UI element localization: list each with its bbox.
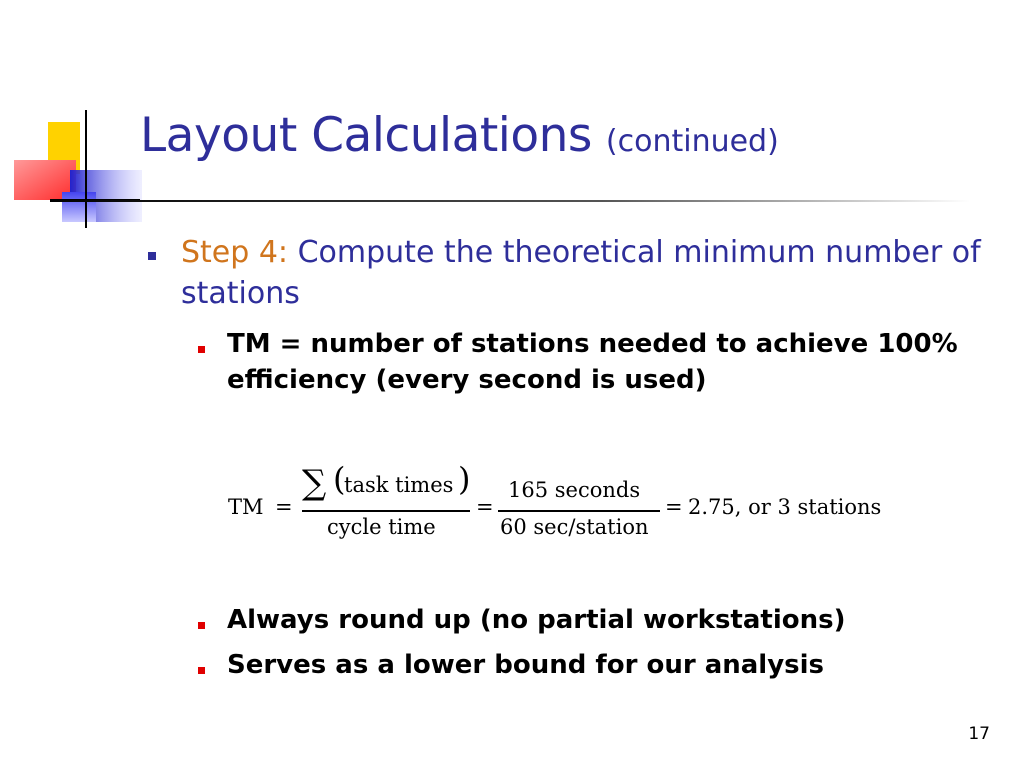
summation-symbol: ∑ xyxy=(302,463,327,503)
slide-title xyxy=(140,108,779,163)
denominator-cycle-time: cycle time xyxy=(327,515,436,539)
sub-bullet-marker xyxy=(198,346,205,353)
sub-bullet-marker xyxy=(198,622,205,629)
equals-sign: = xyxy=(476,495,494,519)
denominator-sec-station: 60 sec/station xyxy=(500,515,649,539)
sub-bullet-marker xyxy=(198,667,205,674)
step-label: Step 4: xyxy=(181,235,289,270)
equation-lhs: TM xyxy=(228,495,264,519)
equals-sign: = xyxy=(665,495,683,519)
sub-bullet-lower-bound: Serves as a lower bound for our analysis xyxy=(227,650,825,680)
bullet-step-4 xyxy=(181,232,981,314)
decorative-logo xyxy=(0,100,150,230)
numerator-seconds: 165 seconds xyxy=(508,478,641,502)
numerator-task-times: task times xyxy=(344,473,454,497)
fraction-bar xyxy=(302,510,470,512)
title-sub: (continued) xyxy=(605,124,779,159)
page-number: 17 xyxy=(968,724,990,744)
sub-bullet-round-up: Always round up (no partial workstations) xyxy=(227,605,846,635)
title-main: Layout Calculations xyxy=(140,108,592,163)
left-paren: ( xyxy=(333,460,346,498)
right-paren: ) xyxy=(458,460,471,498)
bullet-marker xyxy=(148,252,156,260)
equation-result: 2.75, or 3 stations xyxy=(688,495,882,519)
step-text: Compute the theoretical minimum number of stations xyxy=(181,235,981,311)
title-divider xyxy=(50,200,970,202)
fraction-bar xyxy=(498,510,660,512)
sub-bullet-tm-definition: TM = number of stations needed to achieve 100% efficiency (every second is used) xyxy=(227,329,958,395)
equals-sign: = xyxy=(275,495,293,519)
